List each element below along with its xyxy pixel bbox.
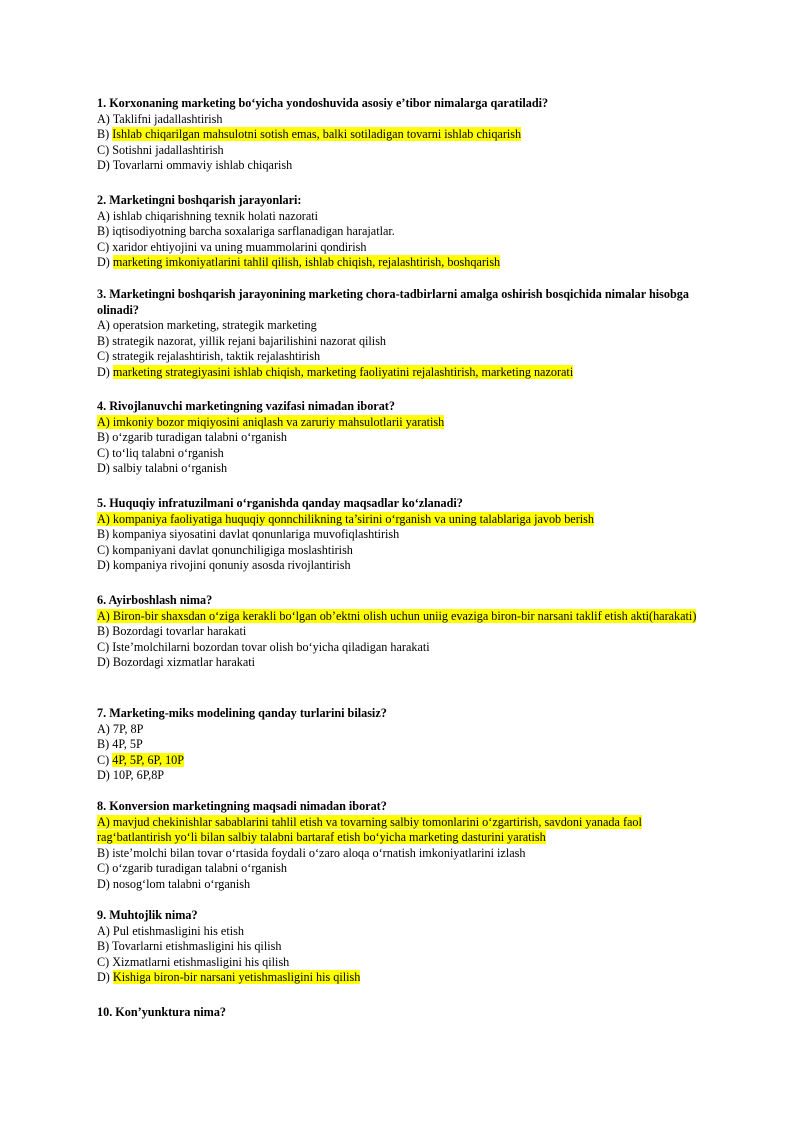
option-prefix: D) <box>97 970 113 985</box>
option-text: Iste’molchilarni bozordan tovar olish bo‘yicha qiladigan harakati <box>112 639 430 654</box>
option-prefix: C) <box>97 349 113 364</box>
answer-option <box>97 446 717 462</box>
option-text: 4P, 5P <box>112 737 143 752</box>
answer-option <box>97 861 717 877</box>
option-text: 10P, 6P,8P <box>112 768 165 783</box>
option-text: strategik rejalashtirish, taktik rejalashtirish <box>112 349 321 364</box>
question-text: 1. Korxonaning marketing bo‘yicha yondoshuvida asosiy e’tibor nimalarga qaratiladi? <box>97 96 549 110</box>
question-text: 4. Rivojlanuvchi marketingning vazifasi nimadan iborat? <box>97 399 395 413</box>
question-block <box>97 496 717 574</box>
answer-option <box>97 558 717 574</box>
question-text: 9. Muhtojlik nima? <box>97 908 198 922</box>
question-block <box>97 193 717 271</box>
answer-option <box>97 624 717 640</box>
option-prefix: A) <box>97 923 113 938</box>
option-prefix: A) <box>97 111 113 126</box>
answer-option <box>97 655 717 671</box>
option-prefix: D) <box>97 558 113 573</box>
option-prefix: A) <box>97 318 113 333</box>
option-text: ishlab chiqarishning texnik holati nazorati <box>112 208 319 223</box>
question-block <box>97 287 717 381</box>
option-prefix: C) <box>97 752 113 767</box>
option-text: Xizmatlarni etishmasligini his qilish <box>112 954 290 969</box>
option-prefix: D) <box>97 655 113 670</box>
question-block <box>97 799 717 893</box>
option-prefix: D) <box>97 768 113 783</box>
option-text: kompaniya rivojini qonuniy asosda rivojlantirish <box>112 558 351 573</box>
answer-option <box>97 349 717 365</box>
question-block <box>97 96 717 174</box>
option-prefix: D) <box>97 364 113 379</box>
option-prefix: C) <box>97 861 113 876</box>
option-text: Pul etishmasligini his etish <box>112 923 244 938</box>
question-text: 3. Marketingni boshqarish jarayonining marketing chora-tadbirlarni amalga oshirish bosqichida nimalar hisobga olinadi? <box>97 287 689 317</box>
option-text: strategik nazorat, yillik rejani bajarilishini nazorat qilish <box>112 333 387 348</box>
option-text: 7P, 8P <box>112 721 144 736</box>
option-text: Tovarlarni ommaviy ishlab chiqarish <box>112 158 293 173</box>
option-prefix: B) <box>97 127 113 142</box>
answer-option <box>97 737 717 753</box>
option-text: Kishiga biron-bir narsani yetishmasligini his qilish <box>112 970 361 985</box>
question-text: 7. Marketing-miks modelining qanday turlarini bilasiz? <box>97 706 387 720</box>
option-text: A) imkoniy bozor miqiyosini aniqlash va zaruriy mahsulotlarii yaratish <box>97 414 445 429</box>
answer-option <box>97 955 717 971</box>
answer-option <box>97 158 717 174</box>
question-block <box>97 593 717 671</box>
option-prefix: B) <box>97 939 113 954</box>
answer-option <box>97 543 717 559</box>
option-prefix: C) <box>97 954 113 969</box>
option-prefix: B) <box>97 527 113 542</box>
answer-option <box>97 209 717 225</box>
answer-option-highlighted <box>97 415 717 431</box>
answer-option-highlighted <box>97 127 717 143</box>
option-text: Tovarlarni etishmasligini his qilish <box>112 939 282 954</box>
answer-option <box>97 722 717 738</box>
answer-option <box>97 143 717 159</box>
question-block <box>97 908 717 986</box>
option-prefix: D) <box>97 158 113 173</box>
answer-option-highlighted <box>97 753 717 769</box>
option-text: A) mavjud chekinishlar sabablarini tahlil etish va tovarning salbiy tomonlarini o‘zgartirish, savdoni yanada faol rag‘batlantirish yo‘li bilan salbiy talabni bartaraf etish bo‘yicha marketing dasturini yaratish <box>97 814 642 845</box>
question-text: 8. Konversion marketingning maqsadi nimadan iborat? <box>97 799 387 813</box>
option-text: Taklifni jadallashtirish <box>112 111 223 126</box>
answer-option <box>97 224 717 240</box>
answer-option <box>97 877 717 893</box>
answer-option <box>97 527 717 543</box>
option-text: iste’molchi bilan tovar o‘rtasida foydali o‘zaro aloqa o‘rnatish imkoniyatlarini izlash <box>112 845 526 860</box>
option-text: Ishlab chiqarilgan mahsulotni sotish emas, balki sotiladigan tovarni ishlab chiqarish <box>112 127 522 142</box>
answer-option <box>97 939 717 955</box>
answer-option-highlighted <box>97 255 717 271</box>
option-prefix: B) <box>97 224 113 239</box>
option-text: to‘liq talabni o‘rganish <box>112 445 224 460</box>
answer-option <box>97 924 717 940</box>
option-text: xaridor ehtiyojini va uning muammolarini qondirish <box>112 239 367 254</box>
question-text: 6. Ayirboshlash nima? <box>97 593 213 607</box>
question-text: 10. Kon’yunktura nima? <box>97 1005 227 1019</box>
option-text: Bozordagi xizmatlar harakati <box>112 655 256 670</box>
option-text: o‘zgarib turadigan talabni o‘rganish <box>112 430 287 445</box>
answer-option <box>97 112 717 128</box>
answer-option <box>97 334 717 350</box>
answer-option-highlighted <box>97 970 717 986</box>
option-prefix: D) <box>97 876 113 891</box>
option-prefix: C) <box>97 142 113 157</box>
option-prefix: C) <box>97 239 113 254</box>
answer-option <box>97 461 717 477</box>
option-text: A) kompaniya faoliyatiga huquqiy qonnchilikning ta’sirini o‘rganish va uning talablariga javob berish <box>97 511 594 526</box>
answer-option-highlighted <box>97 365 717 381</box>
option-text: salbiy talabni o‘rganish <box>112 461 228 476</box>
answer-option <box>97 318 717 334</box>
option-prefix: A) <box>97 208 113 223</box>
answer-option-highlighted <box>97 512 717 528</box>
question-block <box>97 706 717 784</box>
option-prefix: C) <box>97 639 113 654</box>
answer-option <box>97 768 717 784</box>
question-text: 5. Huquqiy infratuzilmani o‘rganishda qanday maqsadlar ko‘zlanadi? <box>97 496 463 510</box>
option-prefix: B) <box>97 737 113 752</box>
option-text: operatsion marketing, strategik marketing <box>112 318 317 333</box>
option-prefix: C) <box>97 542 113 557</box>
option-text: nosog‘lom talabni o‘rganish <box>112 876 251 891</box>
option-text: kompaniyani davlat qonunchiligiga moslashtirish <box>112 542 353 557</box>
option-text: kompaniya siyosatini davlat qonunlariga muvofiqlashtirish <box>112 527 400 542</box>
option-text: marketing imkoniyatlarini tahlil qilish, ishlab chiqish, rejalashtirish, boshqarish <box>112 255 501 270</box>
question-block <box>97 399 717 477</box>
answer-option <box>97 640 717 656</box>
question-text: 2. Marketingni boshqarish jarayonlari: <box>97 193 302 207</box>
option-prefix: A) <box>97 721 113 736</box>
option-prefix: B) <box>97 624 113 639</box>
option-text: Sotishni jadallashtirish <box>112 142 224 157</box>
option-text: Bozordagi tovarlar harakati <box>112 624 247 639</box>
option-prefix: D) <box>97 461 113 476</box>
answer-option-highlighted <box>97 815 703 846</box>
option-prefix: D) <box>97 255 113 270</box>
answer-option <box>97 240 717 256</box>
question-block <box>97 1005 717 1021</box>
option-text: 4P, 5P, 6P, 10P <box>112 752 185 767</box>
option-text: iqtisodiyotning barcha soxalariga sarflanadigan harajatlar. <box>112 224 395 239</box>
answer-option <box>97 430 717 446</box>
option-text: marketing strategiyasini ishlab chiqish, marketing faoliyatini rejalashtirish, marketing nazorati <box>112 364 574 379</box>
option-prefix: C) <box>97 445 113 460</box>
option-prefix: B) <box>97 430 113 445</box>
option-prefix: B) <box>97 845 113 860</box>
option-prefix: B) <box>97 333 113 348</box>
answer-option <box>97 846 717 862</box>
option-text: o‘zgarib turadigan talabni o‘rganish <box>112 861 287 876</box>
answer-option-highlighted <box>97 609 697 625</box>
option-text: A) Biron-bir shaxsdan o‘ziga kerakli bo‘lgan ob’ektni olish uchun uniig evaziga biron-bir narsani taklif etish akti(harakati) <box>97 608 697 623</box>
